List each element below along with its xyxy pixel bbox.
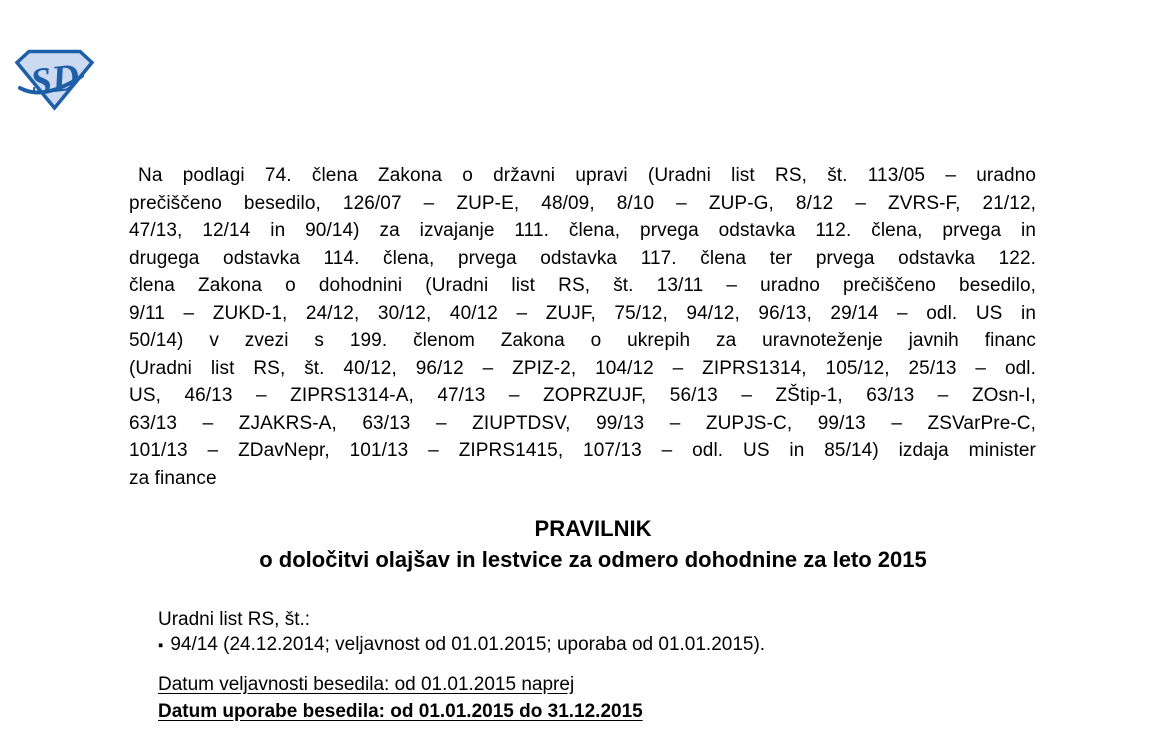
- title-line-2: o določitvi olajšav in lestvice za odmero dohodnine za leto 2015: [259, 547, 927, 572]
- preamble-line: za finance: [129, 467, 217, 489]
- preamble-line: drugega odstavka 114. člena, prvega odstavka 117. člena ter prvega odstavka 122.: [129, 247, 1036, 269]
- preamble-line: 63/13 – ZJAKRS-A, 63/13 – ZIUPTDSV, 99/13 – ZUPJS-C, 99/13 – ZSVarPre-C,: [129, 412, 1036, 434]
- gazette-item-text: 94/14 (24.12.2014; veljavnost od 01.01.2015; uporaba od 01.01.2015).: [170, 633, 766, 655]
- preamble-line: prečiščeno besedilo, 126/07 – ZUP-E, 48/09, 8/10 – ZUP-G, 8/12 – ZVRS-F, 21/12,: [129, 192, 1036, 214]
- validity-section: [158, 672, 643, 725]
- sd-logo-icon: [14, 49, 95, 111]
- validity-date-line: Datum veljavnosti besedila: od 01.01.2015 naprej: [158, 674, 575, 695]
- title-line-1: PRAVILNIK: [534, 516, 652, 541]
- preamble-line: 47/13, 12/14 in 90/14) za izvajanje 111. člena, prvega odstavka 112. člena, prvega in: [129, 220, 1036, 241]
- preamble-line: Na podlagi 74. člena Zakona o državni upravi (Uradni list RS, št. 113/05 – uradno: [138, 165, 1036, 186]
- official-gazette-reference: [158, 608, 765, 658]
- preamble-line: 9/11 – ZUKD-1, 24/12, 30/12, 40/12 – ZUJF, 75/12, 94/12, 96/13, 29/14 – odl. US in: [129, 302, 1036, 324]
- legal-preamble: [129, 162, 1036, 492]
- gazette-heading: Uradni list RS, št.:: [158, 609, 311, 630]
- document-title: [150, 513, 1036, 575]
- preamble-line: (Uradni list RS, št. 40/12, 96/12 – ZPIZ-2, 104/12 – ZIPRS1314, 105/12, 25/13 – odl.: [129, 357, 1036, 379]
- preamble-line: 50/14) v zvezi s 199. členom Zakona o ukrepih za uravnoteženje javnih financ: [129, 330, 1036, 351]
- preamble-line: člena Zakona o dohodnini (Uradni list RS, št. 13/11 – uradno prečiščeno besedilo,: [129, 275, 1036, 296]
- preamble-line: US, 46/13 – ZIPRS1314-A, 47/13 – ZOPRZUJF, 56/13 – ZŠtip-1, 63/13 – ZOsn-I,: [129, 385, 1036, 406]
- gazette-item: [158, 633, 765, 659]
- svg-text:SD: SD: [28, 56, 82, 104]
- square-bullet-icon: ▪: [158, 636, 164, 654]
- application-date-line: Datum uporabe besedila: od 01.01.2015 do 31.12.2015: [158, 700, 643, 722]
- preamble-line: 101/13 – ZDavNepr, 101/13 – ZIPRS1415, 107/13 – odl. US in 85/14) izdaja minister: [129, 440, 1036, 461]
